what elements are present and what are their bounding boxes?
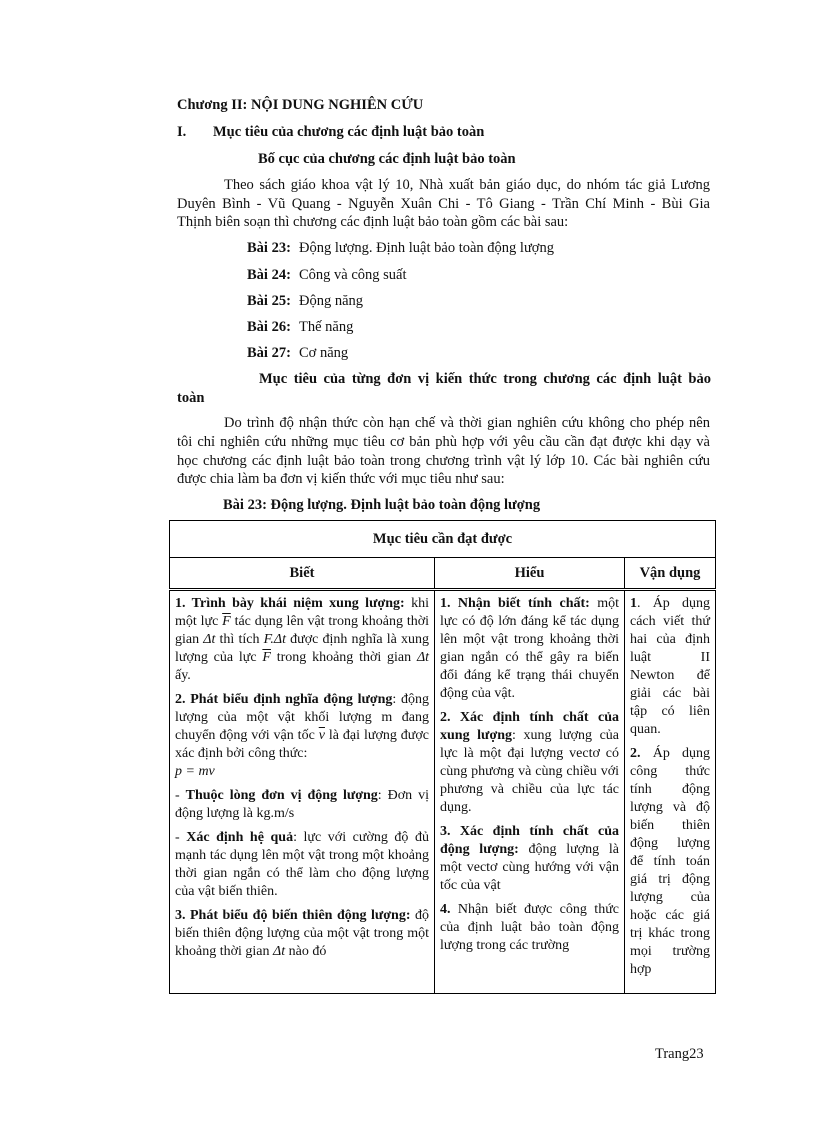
biet-item-1: 1. Trình bày khái niệm xung lượng: khi một lực $\overline{F}$ tác dụng lên vật trong khoảng thời gian Δt thì tích F.Δt được định nghĩa là xung lượng của lực $\overline{F}$ trong khoảng thời gian Δt ấy. [175,596,430,683]
biet-item-3: - Thuộc lòng đơn vị động lượng: Đơn vị động lượng là kg.m/s [175,788,429,821]
intro-line-1: Theo sách giáo khoa vật lý 10, Nhà xuất bản giáo dục, do nhóm tác giả Lương [224,177,710,193]
para2-line-1: Do trình độ nhận thức còn hạn chế và thời gian nghiên cứu không cho phép nên [224,415,710,431]
lesson-code: Bài 26: [247,319,291,335]
section-title: Mục tiêu của chương các định luật bảo toàn [213,124,485,140]
lesson-code: Bài 24: [247,267,291,283]
biet-item-5: 3. Phát biểu độ biến thiên động lượng: độ biến thiên động lượng của một vật trong một khoảng thời gian Δt nào đó [175,908,429,959]
lesson-title: Công và công suất [299,267,407,283]
para2-line-3: học chương các định luật bảo toàn trong chương trình vật lý lớp 10. Các bài nghiên cứu [177,453,710,469]
subheading-objectives-cont: toàn [177,390,205,406]
para2-line-2: tôi chỉ nghiên cứu những mục tiêu cơ bản phù hợp với yêu cầu cần đạt được khi dạy và [177,434,710,450]
hieu-item-4: 4. Nhận biết được công thức của định luật bảo toàn động lượng trong các trường [440,902,619,953]
column-header-hieu: Hiểu [435,558,625,590]
lesson-code: Bài 25: [247,293,291,309]
hieu-item-2: 2. Xác định tính chất của xung lượng: xung lượng của lực là một đại lượng vectơ có cùng phương và cùng chiều với phương và chiều của lực tác dụng. [440,710,619,815]
momentum-formula: p = mv [175,764,215,779]
objectives-table [169,520,716,994]
page-number: Trang23 [655,1046,704,1062]
section-number: I. [177,124,187,140]
van-dung-item-2: 2. Áp dụng công thức tính động lượng và độ biến thiên động lượng để tính toán giá trị động lượng của hoặc các giá trị khác trong mọi trường hợp [630,746,711,977]
van-dung-item-1: 1. Áp dụng cách viết thứ hai của định luật II Newton để giải các bài tập có liên quan. [630,596,711,737]
subheading-structure: Bố cục của chương các định luật bảo toàn [258,151,516,167]
table-header: Mục tiêu cần đạt được [170,521,716,558]
table-caption: Bài 23: Động lượng. Định luật bảo toàn động lượng [223,497,541,513]
intro-line-2: Duyên Bình - Vũ Quang - Nguyễn Xuân Chi - Tô Giang - Trần Chí Minh - Bùi Gia [177,196,710,212]
biet-item-2: 2. Phát biểu định nghĩa động lượng: động lượng của một vật khối lượng m đang chuyển động với vận tốc $\overline{v}$ là đại lượng được xác định bởi công thức: p = mv [175,692,429,779]
subheading-objectives: Mục tiêu của từng đơn vị kiến thức trong chương các định luật bảo [259,371,711,387]
chapter-title: Chương II: NỘI DUNG NGHIÊN CỨU [177,97,424,113]
cell-van-dung [625,590,716,994]
cell-hieu [435,590,625,994]
cell-biet [170,590,435,994]
lesson-title: Động năng [299,293,364,309]
hieu-item-3: 3. Xác định tính chất của động lượng: động lượng là một vectơ cùng hướng với vận tốc của vật [440,824,619,893]
lesson-title: Cơ năng [299,345,349,361]
hieu-item-1: 1. Nhận biết tính chất: một lực có độ lớn đáng kể tác dụng lên một vật trong khoảng thời gian ngắn có thể gây ra biến đổi đáng kể trạng thái chuyển động của vật. [440,596,619,701]
column-header-biet: Biết [170,558,435,590]
lesson-title: Động lượng. Định luật bảo toàn động lượng [299,240,554,256]
column-header-van-dung: Vận dụng [625,558,716,590]
biet-item-4: - Xác định hệ quả: lực với cường độ đủ mạnh tác dụng lên một vật trong một khoảng thời gian ngắn có thể làm cho động lượng của vật biến thiên. [175,830,429,899]
lesson-title: Thế năng [299,319,354,335]
intro-line-3: Thịnh biên soạn thì chương các định luật bảo toàn gồm các bài sau: [177,214,569,230]
lesson-code: Bài 27: [247,345,291,361]
para2-line-4: được chia làm ba đơn vị kiến thức với mục tiêu như sau: [177,471,505,487]
lesson-code: Bài 23: [247,240,291,256]
